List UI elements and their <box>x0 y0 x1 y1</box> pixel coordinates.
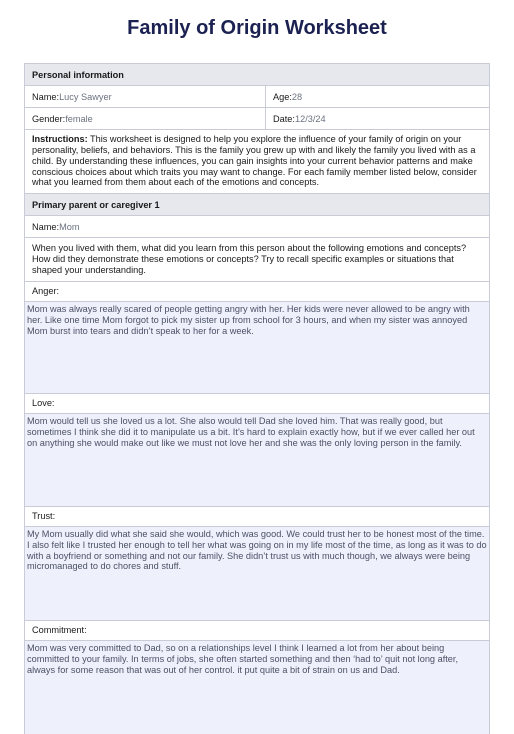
instructions-text: This worksheet is designed to help you explore the influence of your family of origin on your personality, beliefs, and behaviors. This is the family you grew up with and likely the family you lived with as a child. By understanding these influences, you can gain insights into your current behavior patterns and make conscious choices about which traits you may want to change. For each family member listed below, consider what you learned from them about each of the emotions and concepts. <box>32 134 477 188</box>
date-value: 12/3/24 <box>294 114 326 124</box>
answer-field[interactable]: Mom was very committed to Dad, so on a relationships level I think I learned a lot from her about being committed to your family. In terms of jobs, she often started something and then ‘had to’ quit not long after, always for some reason that was out of her control. it put quite a bit of strain on us and Dad. <box>25 641 489 734</box>
instructions-label: Instructions: <box>32 134 88 144</box>
date-field[interactable] <box>266 108 489 129</box>
gender-label: Gender: <box>32 114 66 124</box>
section-trust <box>25 507 489 621</box>
gender-field[interactable] <box>25 108 266 129</box>
name-value: Lucy Sawyer <box>59 92 112 102</box>
date-label: Date: <box>273 114 295 124</box>
age-label: Age: <box>273 92 292 102</box>
parent-name-field[interactable] <box>25 216 489 238</box>
answer-field[interactable]: Mom was always really scared of people getting angry with her. Her kids were never allowed to be angry with her. Like one time Mom forgot to pick my sister up from school for 3 hours, and when my sister was annoyed Mom burst into tears and didn’t speak to her for a week. <box>25 302 489 393</box>
section-label: Trust: <box>25 507 489 527</box>
parent-name-value: Mom <box>59 222 80 233</box>
section-love <box>25 394 489 507</box>
worksheet <box>24 63 490 734</box>
age-value: 28 <box>291 92 303 102</box>
answer-field[interactable]: Mom would tell us she loved us a lot. She also would tell Dad she loved him. That was really good, but sometimes I think she did it to manipulate us a bit. It’s hard to explain exactly how, but if we ever called her out on anything she would make out like we must not love her and she was the only loving person in the family. <box>25 414 489 506</box>
name-age-row <box>25 86 489 108</box>
gender-date-row <box>25 108 489 130</box>
personal-info-header: Personal information <box>25 64 489 86</box>
section-commitment <box>25 621 489 734</box>
section-anger <box>25 282 489 394</box>
age-field[interactable] <box>266 86 489 107</box>
answer-field[interactable]: My Mom usually did what she said she would, which was good. We could trust her to be honest most of the time. I also felt like I trusted her enough to tell her what was going on in my life most of the time, as long as it was to do with a boyfriend or something and not our family. She didn’t trust us with much though, we always were being micromanaged to do chores and stuff. <box>25 527 489 620</box>
section-label: Anger: <box>25 282 489 302</box>
name-field[interactable] <box>25 86 266 107</box>
parent-header: Primary parent or caregiver 1 <box>25 194 489 216</box>
name-label: Name: <box>32 92 60 102</box>
instructions <box>25 130 489 194</box>
parent-prompt: When you lived with them, what did you learn from this person about the following emotions and concepts? How did they demonstrate these emotions or concepts? Try to recall specific examples or situations that shaped your understanding. <box>25 238 489 282</box>
gender-value: female <box>65 114 93 124</box>
page-title: Family of Origin Worksheet <box>127 17 387 39</box>
section-label: Commitment: <box>25 621 489 641</box>
section-label: Love: <box>25 394 489 414</box>
parent-name-label: Name: <box>32 222 60 233</box>
